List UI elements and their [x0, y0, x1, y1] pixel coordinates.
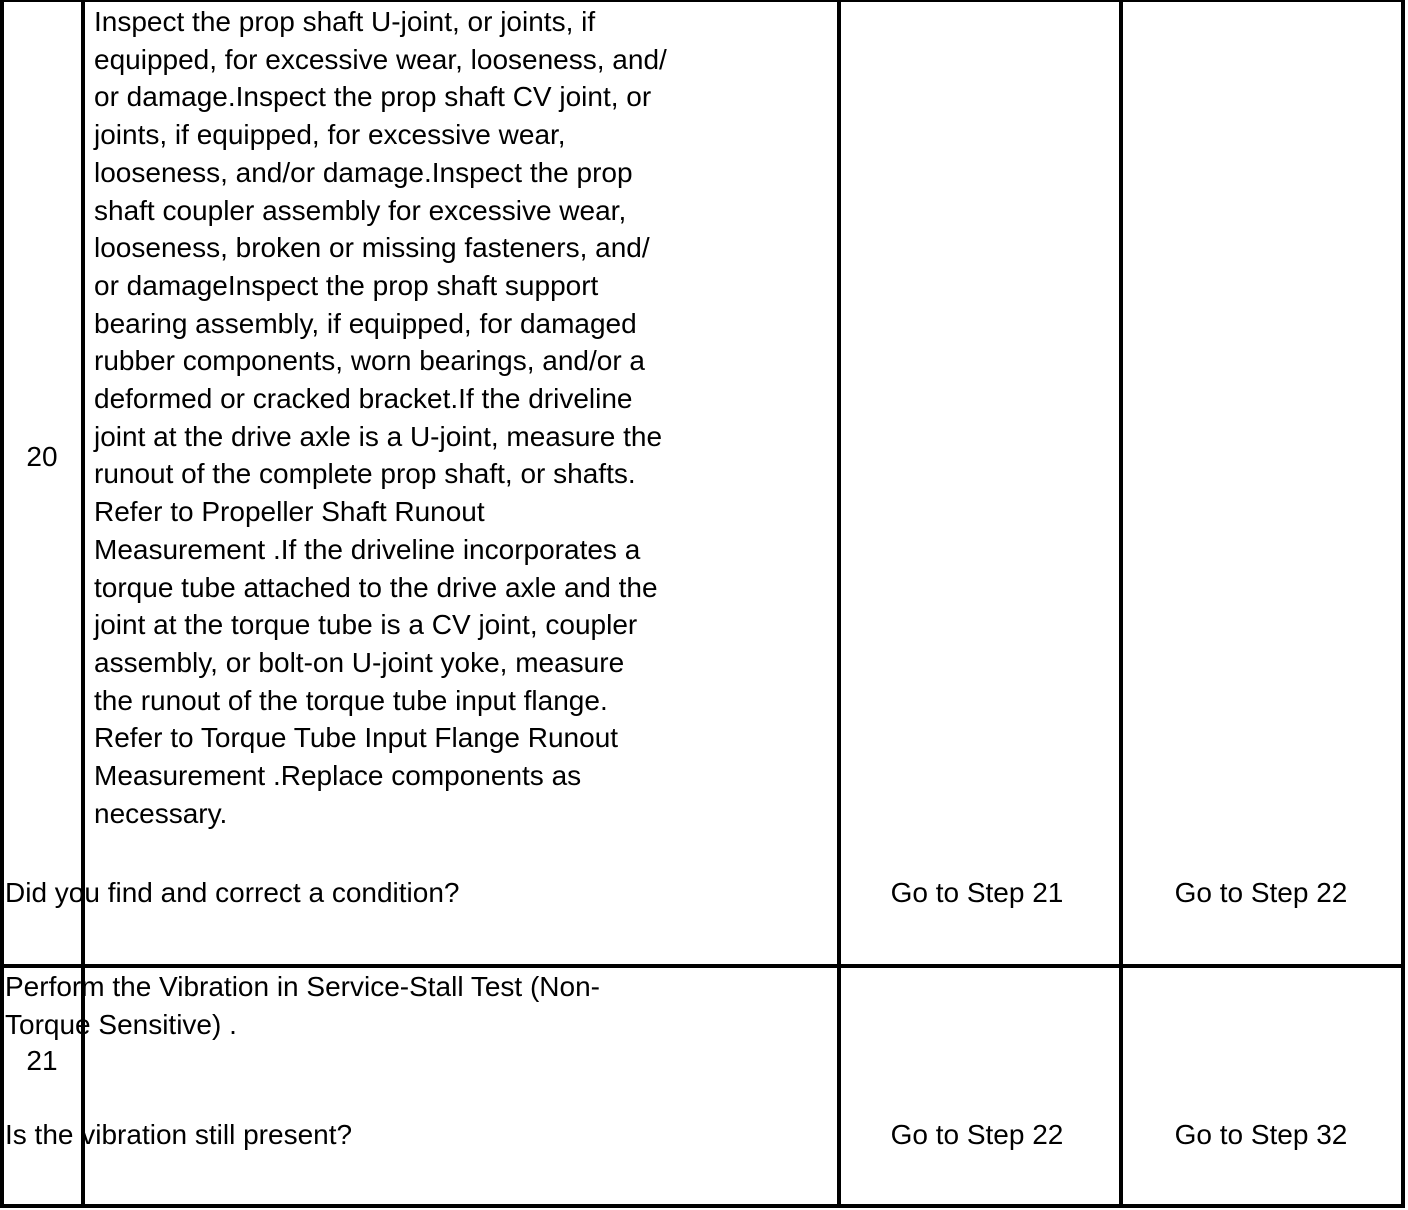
yes-result: Go to Step 21	[890, 877, 1064, 908]
no-result: Go to Step 32	[1174, 1119, 1348, 1150]
action-line: the runout of the torque tube input flange.	[94, 684, 608, 716]
action-line: Torque Sensitive) .	[5, 1008, 237, 1040]
step-question: Did you find and correct a condition?	[5, 877, 460, 908]
step-21-action-text	[5, 968, 725, 1043]
action-line: runout of the complete prop shaft, or shafts.	[94, 458, 636, 490]
step-20-action-text	[94, 3, 744, 832]
action-line: shaft coupler assembly for excessive wear,	[94, 194, 627, 226]
action-line: rubber components, worn bearings, and/or a	[94, 345, 645, 377]
action-line: Refer to Propeller Shaft Runout	[94, 496, 485, 528]
action-line: bearing assembly, if equipped, for damaged	[94, 307, 637, 339]
action-line: Inspect the prop shaft U-joint, or joints, if	[94, 6, 596, 37]
action-line: Perform the Vibration in Service-Stall Test (Non-	[5, 971, 600, 1002]
action-line: Refer to Torque Tube Input Flange Runout	[94, 722, 619, 754]
action-line: Measurement .If the driveline incorporates a	[94, 533, 641, 565]
yes-cell	[839, 0, 1121, 966]
action-line: assembly, or bolt-on U-joint yoke, measure	[94, 646, 625, 678]
no-cell	[1121, 0, 1403, 966]
action-line: joint at the torque tube is a CV joint, coupler	[94, 609, 638, 641]
action-line: looseness, broken or missing fasteners, and/	[94, 232, 650, 264]
no-result: Go to Step 22	[1174, 877, 1348, 908]
action-line: torque tube attached to the drive axle and the	[94, 571, 658, 603]
yes-cell	[839, 966, 1121, 1206]
step-question: Is the vibration still present?	[5, 1119, 353, 1150]
action-line: Measurement .Replace components as	[94, 760, 582, 792]
action-line: looseness, and/or damage.Inspect the prop	[94, 156, 633, 188]
action-line: joint at the drive axle is a U-joint, measure the	[94, 420, 663, 452]
action-line: necessary.	[94, 797, 228, 829]
action-line: deformed or cracked bracket.If the driveline	[94, 383, 633, 415]
action-line: or damage.Inspect the prop shaft CV joint, or	[94, 81, 652, 113]
step-number-cell	[2, 0, 83, 966]
yes-result: Go to Step 22	[890, 1119, 1064, 1150]
action-line: equipped, for excessive wear, looseness, and/	[94, 43, 667, 75]
no-cell	[1121, 966, 1403, 1206]
step-number: 20	[26, 441, 58, 472]
action-line: or damageInspect the prop shaft support	[94, 269, 599, 301]
action-line: joints, if equipped, for excessive wear,	[94, 119, 566, 151]
step-number: 21	[26, 1045, 58, 1076]
